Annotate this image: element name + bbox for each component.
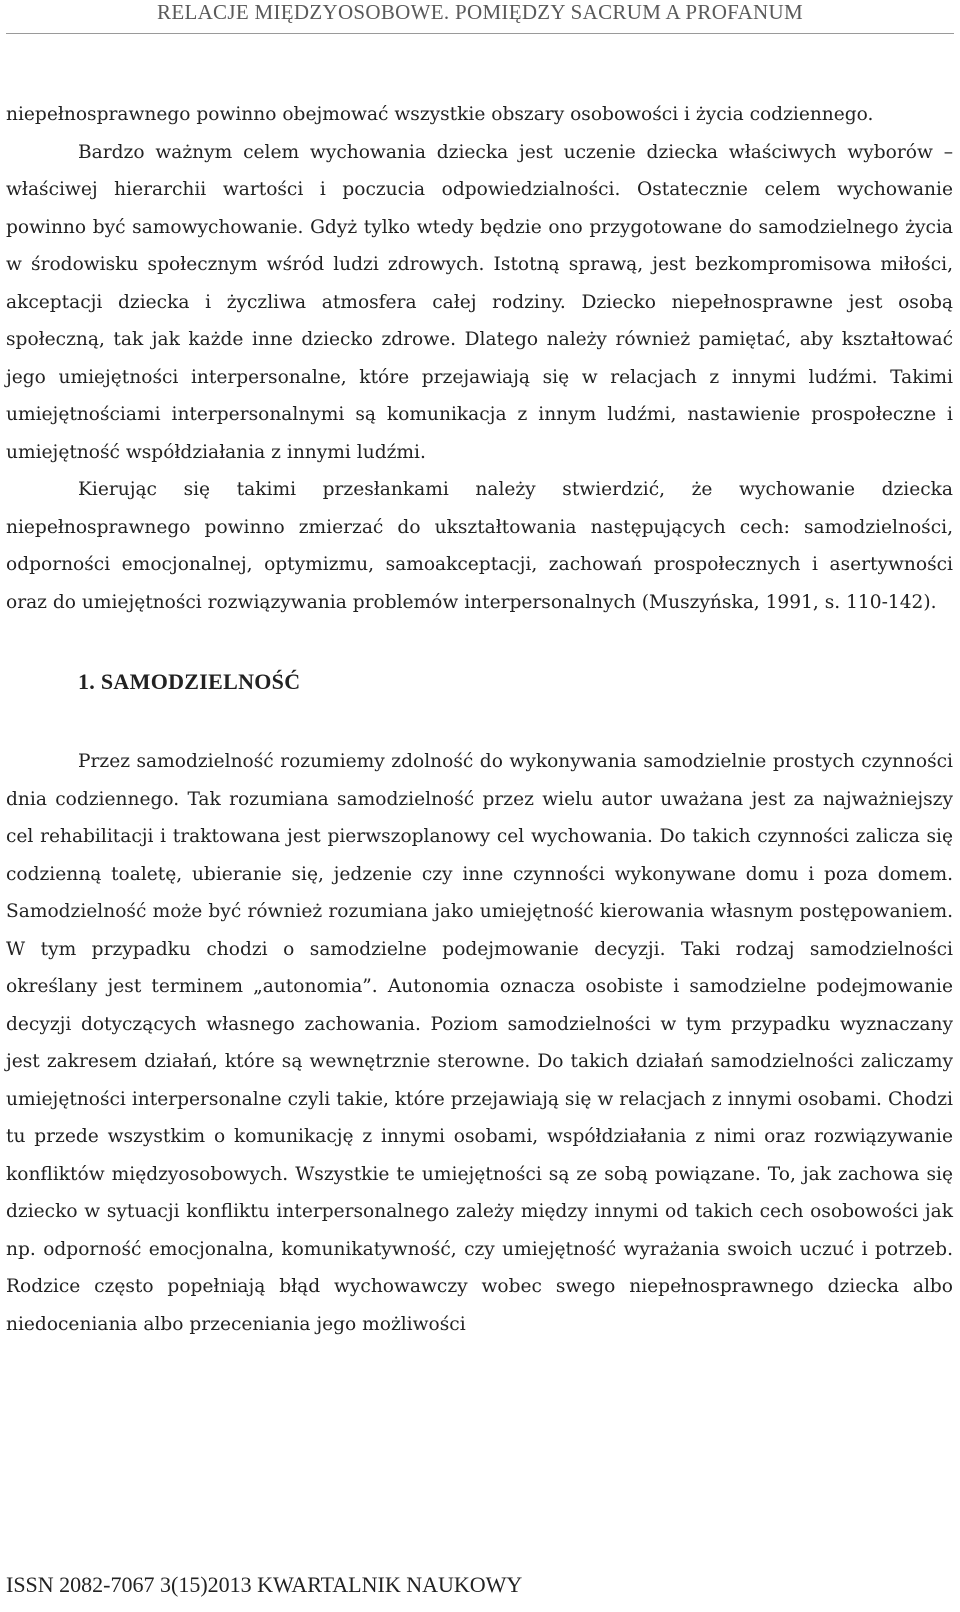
paragraph-traits: Kierując się takimi przesłankami należy stwierdzić, że wychowanie dziecka niepełnosprawnego powinno zmierzać do ukształtowania następujących cech: samodzielności, odporności emocjonalnej, optymizmu, samoakceptacji, zachowań prospołecznych i asertywności oraz do umiejętności rozwiązywania problemów interpersonalnych (Muszyńska, 1991, s. 110-142).: [6, 479, 953, 613]
paragraph-continuation: niepełnosprawnego powinno obejmować wszystkie obszary osobowości i życia codziennego.: [6, 104, 874, 125]
section-heading: 1. SAMODZIELNOŚĆ: [78, 669, 301, 694]
paragraph-independence: Przez samodzielność rozumiemy zdolność do wykonywania samodzielnie prostych czynności dnia codziennego. Tak rozumiana samodzielność przez wielu autor uważana jest za najważniejszy cel rehabilitacji i traktowana jest pierwszoplanowy cel wychowania. Do takich czynności zalicza się codzienną toaletę, ubieranie się, jedzenie czy inne czynności wykonywane domu i poza domem. Samodzielność może być również rozumiana jako umiejętność kierowania własnym postępowaniem. W tym przypadku chodzi o samodzielne podejmowanie decyzji. Taki rodzaj samodzielności określany jest terminem „autonomia”. Autonomia oznacza osobiste i samodzielne podejmowanie decyzji dotyczących własnego zachowania. Poziom samodzielności w tym przypadku wyznaczany jest zakresem działań, które są wewnętrznie sterowne. Do takich działań samodzielności zaliczamy umiejętności interpersonalne czyli takie, które przejawiają się w relacjach z innymi osobami. Chodzi tu przede wszystkim o komunikację z innymi osobami, współdziałania z nimi oraz rozwiązywanie konfliktów międzyosobowych. Wszystkie te umiejętności są ze sobą powiązane. To, jak zachowa się dziecko w sytuacji konfliktu interpersonalnego zależy między innymi od takich cech osobowości jak np. odporność emocjonalna, komunikatywność, czy umiejętność wyrażania swoich uczuć i potrzeb. Rodzice często popełniają błąd wychowawczy wobec swego niepełnosprawnego dziecka albo niedoceniania albo przeceniania jego możliwości: [6, 751, 953, 1335]
running-header: RELACJE MIĘDZYOSOBOWE. POMIĘDZY SACRUM A PROFANUM: [157, 0, 803, 24]
footer-journal-info: ISSN 2082-7067 3(15)2013 KWARTALNIK NAUKOWY: [6, 1572, 523, 1597]
page-content: [6, 96, 953, 1343]
paragraph-goals: Bardzo ważnym celem wychowania dziecka jest uczenie dziecka właściwych wyborów – właściwej hierarchii wartości i poczucia odpowiedzialności. Ostatecznie celem wychowanie powinno być samowychowanie. Gdyż tylko wtedy będzie ono przygotowane do samodzielnego życia w środowisku społecznym wśród ludzi zdrowych. Istotną sprawą, jest bezkompromisowa miłości, akceptacji dziecka i życzliwa atmosfera całej rodziny. Dziecko niepełnosprawne jest osobą społeczną, tak jak każde inne dziecko zdrowe. Dlatego należy również pamiętać, aby kształtować jego umiejętności interpersonalne, które przejawiają się w relacjach z innymi ludźmi. Takimi umiejętnościami interpersonalnymi są komunikacja z innym ludźmi, nastawienie prospołeczne i umiejętność współdziałania z innymi ludźmi.: [6, 141, 953, 463]
header-divider: [6, 33, 954, 34]
